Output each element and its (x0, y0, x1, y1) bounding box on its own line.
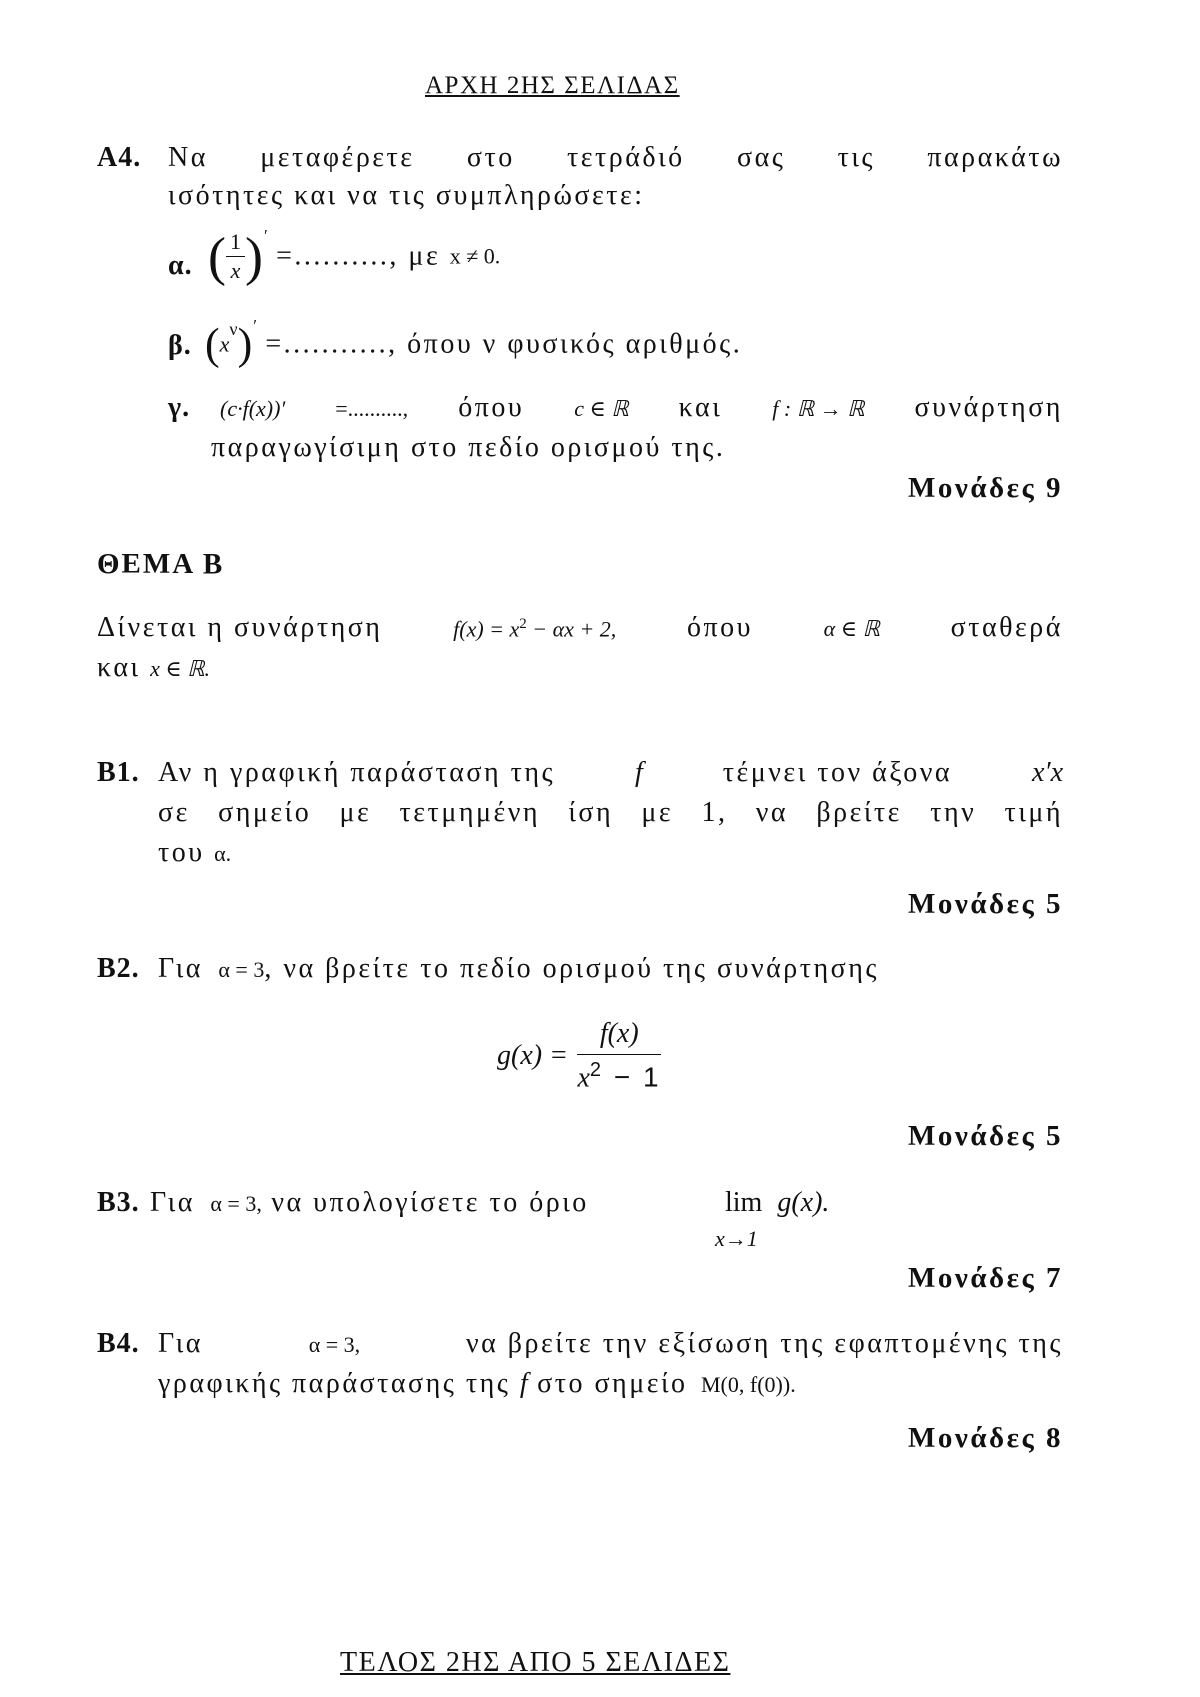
left-paren: ( (208, 226, 226, 287)
b4-text-line2: γραφικής παράστασης της f στο σημείο M(0, f(0)). (158, 1368, 796, 1399)
a4-text-line1: Να μεταφέρετε στο τετράδιό σας τις παρακάτω (168, 142, 1063, 173)
b1-text-line2: σε σημείο με τετμημένη ίση με 1, να βρείτε την τιμή (158, 797, 1063, 828)
page-footer: ΤΕΛΟΣ 2ΗΣ ΑΠΟ 5 ΣΕΛΙΔΕΣ (340, 1647, 731, 1678)
item-label-beta: β. (168, 330, 192, 361)
item-label-alpha: α. (168, 250, 193, 281)
right-paren: ) (244, 226, 263, 287)
beta-equation: $(x^\nu)'$ =..........., όπου ν φυσικός αριθμός. (205, 316, 743, 369)
limit-subscript: x→1 (715, 1226, 758, 1251)
theme-b-intro-line1: Δίνεται η συνάρτηση $f(x) = x^2 - \alpha x + 2$, όπου α ∈ ℝ σταθερά (97, 612, 1063, 643)
question-label-b4: B4. (97, 1328, 140, 1359)
question-label-b2: B2. (97, 953, 140, 984)
one-over-x-fraction: $\frac{1}{x}$ (226, 229, 245, 284)
b2-text: Για α = 3, να βρείτε το πεδίο ορισμού της συνάρτησης (158, 953, 880, 984)
marks-b1: Μονάδες 5 (908, 888, 1063, 920)
b1-text-line3: του α. (158, 837, 232, 868)
b4-text-line1: Για α = 3, να βρείτε την εξίσωση της εφαπτομένης της (158, 1328, 1063, 1359)
gamma-text-line2: παραγωγίσιμη στο πεδίο ορισμού της. (211, 432, 726, 463)
gamma-equation: (c·f(x))′ =.........., όπου c ∈ ℝ και f : ℝ → ℝ συνάρτηση (220, 392, 1063, 423)
question-label-b3: B3. (97, 1187, 140, 1218)
theme-b-intro-line2: και x ∈ ℝ. (97, 652, 211, 683)
question-label-a4: A4. (97, 142, 142, 173)
question-label-b1: B1. (97, 757, 140, 788)
marks-b4: Μονάδες 8 (908, 1422, 1063, 1454)
section-title-theme-b: ΘΕΜΑ Β (97, 548, 225, 580)
item-label-gamma: γ. (168, 392, 191, 423)
a4-text-line2: ισότητες και να τις συμπληρώσετε: (168, 180, 645, 211)
page-header: ΑΡΧΗ 2ΗΣ ΣΕΛΙΔΑΣ (425, 72, 680, 99)
b3-text: Για α = 3, να υπολογίσετε το όριο (150, 1187, 589, 1218)
marks-b2: Μονάδες 5 (908, 1120, 1063, 1152)
b1-text-line1: Αν η γραφική παράσταση της f τέμνει τον άξονα x′x (158, 757, 1063, 788)
alpha-equation: ( $\frac{1}{x}$ )′ =.........., με x ≠ 0. (208, 226, 501, 287)
marks-a4: Μονάδες 9 (908, 472, 1063, 504)
g-function-formula: g(x) = $\frac{f(x)}{x^2 - 1}$ (497, 1018, 662, 1094)
marks-b3: Μονάδες 7 (908, 1262, 1063, 1294)
limit-expression: lim g(x). (725, 1187, 830, 1218)
g-fraction: $\frac{f(x)}{x^2 - 1}$ (577, 1018, 662, 1094)
